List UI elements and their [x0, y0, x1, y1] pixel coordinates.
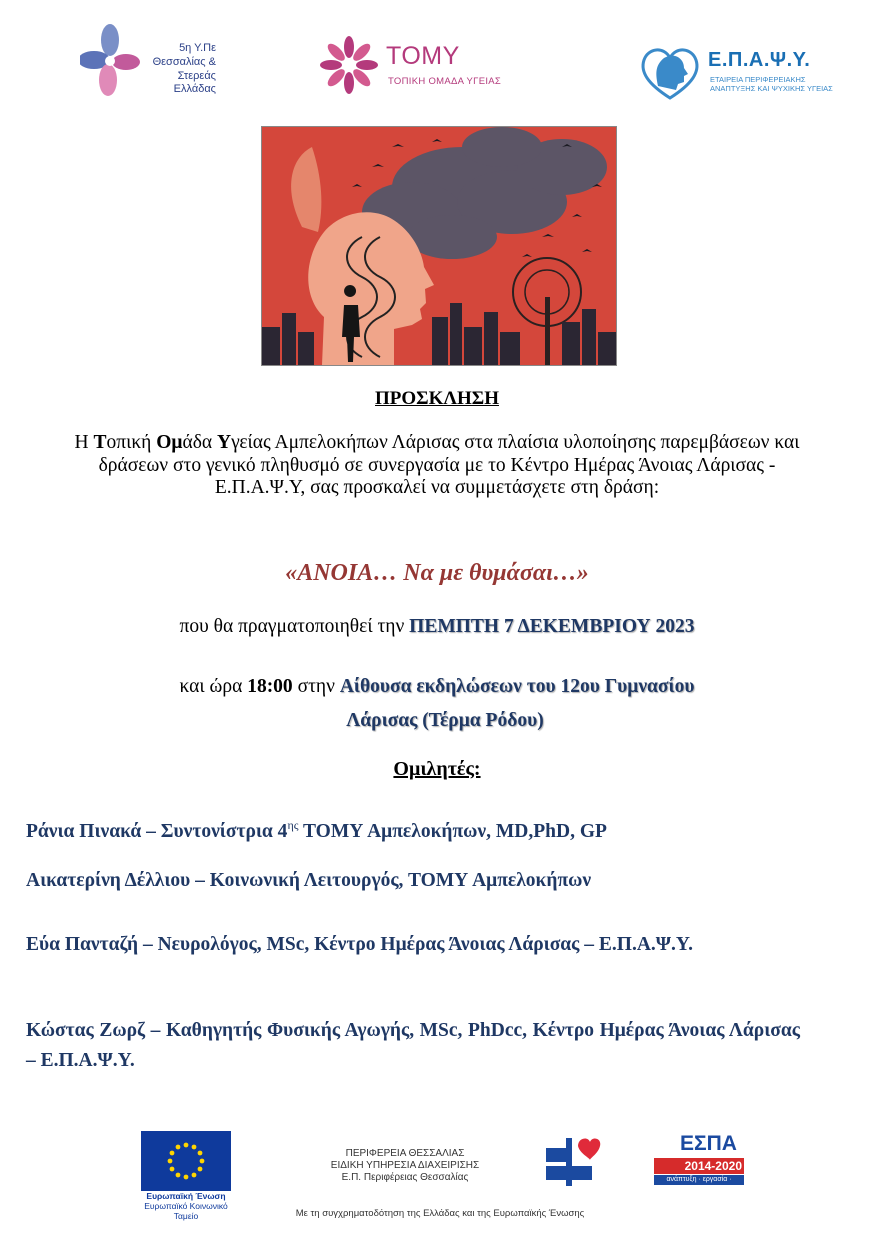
- epapsy-logo: [638, 42, 838, 102]
- espa-years: 2014-2020: [654, 1158, 744, 1174]
- event-time-venue: [0, 670, 874, 738]
- time-prefix: και ώρα: [179, 676, 248, 697]
- eu-flag-icon: [141, 1131, 231, 1191]
- speaker-3: Εύα Πανταζή – Νευρολόγος, MSc, Κέντρο Ημέρας Άνοιας Λάρισας – Ε.Π.Α.Ψ.Υ.: [26, 934, 694, 955]
- region-thessaly-text: [290, 1148, 520, 1184]
- medical-cross-heart-icon: [546, 1134, 602, 1188]
- dementia-illustration: [261, 126, 617, 366]
- espa-name: ΕΣΠΑ: [680, 1132, 737, 1155]
- ype-flower-icon: [80, 22, 140, 102]
- intro-text-3: άδα: [182, 432, 217, 453]
- region-line3: Ε.Π. Περιφέρειας Θεσσαλίας: [341, 1172, 469, 1183]
- speaker-4: Κώστας Ζωρζ – Καθηγητής Φυσικής Αγωγής, MSc, PhDcc, Κέντρο Ημέρας Άνοιας Λάρισας – Ε.Π.Α.Ψ.Υ.: [26, 1020, 800, 1071]
- date-value: ΠΕΜΠΤΗ 7 ΔΕΚΕΜΒΡΙΟΥ 2023: [409, 616, 695, 637]
- date-prefix: που θα πραγματοποιηθεί την: [179, 616, 410, 637]
- time-mid: στην: [292, 676, 340, 697]
- speakers-heading: Ομιλητές:: [393, 758, 481, 780]
- tomy-name: ΤΟΜΥ: [386, 42, 460, 70]
- invitation-heading: ΠΡΟΣΚΛΗΣΗ: [375, 388, 499, 409]
- venue-line1: Αίθουσα εκδηλώσεων του 12ου Γυμνασίου: [339, 676, 695, 697]
- intro-text-4: γείας Αμπελοκήπων Λάρισας στα πλαίσια υλοποίησης παρεμβάσεων και δράσεων στο γενικό πληθυσμό σε συνεργασία με το Κέντρο Ημέρας Άνοιας Λάρισας - Ε.Π.Α.Ψ.Υ, σας προσκαλεί να συμμετάσχετε στη δράση:: [98, 432, 800, 498]
- event-title: «ΑΝΟΙΑ… Να με θυμάσαι…»: [285, 560, 589, 586]
- tomy-tagline: ΤΟΠΙΚΗ ΟΜΑΔΑ ΥΓΕΙΑΣ: [388, 76, 502, 87]
- event-date: [0, 616, 874, 638]
- epapsy-tagline: [710, 75, 833, 93]
- epapsy-head-heart-icon: [638, 42, 702, 102]
- intro-paragraph: [54, 432, 820, 500]
- intro-bold-1: Τ: [93, 432, 107, 453]
- ype-line2: Θεσσαλίας &: [152, 56, 216, 68]
- speaker-2: Αικατερίνη Δέλλιου – Κοινωνική Λειτουργός, ΤΟΜΥ Αμπελοκήπων: [26, 870, 592, 891]
- time-venue-line2: [0, 704, 874, 738]
- region-line2: ΕΙΔΙΚΗ ΥΠΗΡΕΣΙΑ ΔΙΑΧΕΙΡΙΣΗΣ: [330, 1160, 480, 1171]
- eu-stars-icon: [141, 1131, 231, 1191]
- region-line1: ΠΕΡΙΦΕΡΕΙΑ ΘΕΣΣΑΛΙΑΣ: [345, 1148, 465, 1159]
- ype-line1: 5η Υ.Πε: [179, 42, 216, 54]
- espa-motto: ανάπτυξη · εργασία · αλληλεγγύη: [654, 1175, 744, 1185]
- venue-line2: Λάρισας (Τέρμα Ρόδου): [346, 710, 544, 731]
- speaker-1-sup: ης: [287, 818, 299, 832]
- head-silhouette-illustration-icon: [262, 127, 616, 365]
- tomy-logo: [316, 32, 526, 102]
- eu-caption-line2: Ευρωπαϊκό Κοινωνικό Ταμείο: [144, 1201, 228, 1221]
- epapsy-tagline-line1: ΕΤΑΙΡΕΙΑ ΠΕΡΙΦΕΡΕΙΑΚΗΣ: [710, 75, 806, 84]
- intro-text-2: οπική: [106, 432, 157, 453]
- time-hour: 18:00: [247, 676, 293, 697]
- intro-bold-2: Ομ: [156, 432, 183, 453]
- intro-bold-3: Υ: [216, 432, 232, 453]
- cofunding-note: Με τη συγχρηματοδότηση της Ελλάδας και της Ευρωπαϊκής Ένωσης: [295, 1208, 585, 1219]
- speaker-1-text-a: Ράνια Πινακά – Συντονίστρια 4: [26, 821, 288, 842]
- tomy-flower-icon: [316, 32, 382, 98]
- ype-logo: [80, 22, 220, 102]
- espa-logo: [654, 1132, 746, 1192]
- epapsy-tagline-line2: ΑΝΑΠΤΥΞΗΣ ΚΑΙ ΨΥΧΙΚΗΣ ΥΓΕΙΑΣ: [710, 84, 833, 93]
- health-ministry-logo: [546, 1134, 602, 1188]
- eu-caption-line1: Ευρωπαϊκή Ένωση: [146, 1191, 226, 1201]
- ype-line3: Στερεάς Ελλάδας: [173, 70, 216, 95]
- time-venue-line1: [0, 670, 874, 704]
- speaker-1: [26, 810, 800, 847]
- intro-text-1: Η: [74, 432, 94, 453]
- speaker-1-text-b: ΤΟΜΥ Αμπελοκήπων, MD,PhD, GP: [298, 821, 607, 842]
- epapsy-name: Ε.Π.Α.Ψ.Υ.: [708, 49, 811, 71]
